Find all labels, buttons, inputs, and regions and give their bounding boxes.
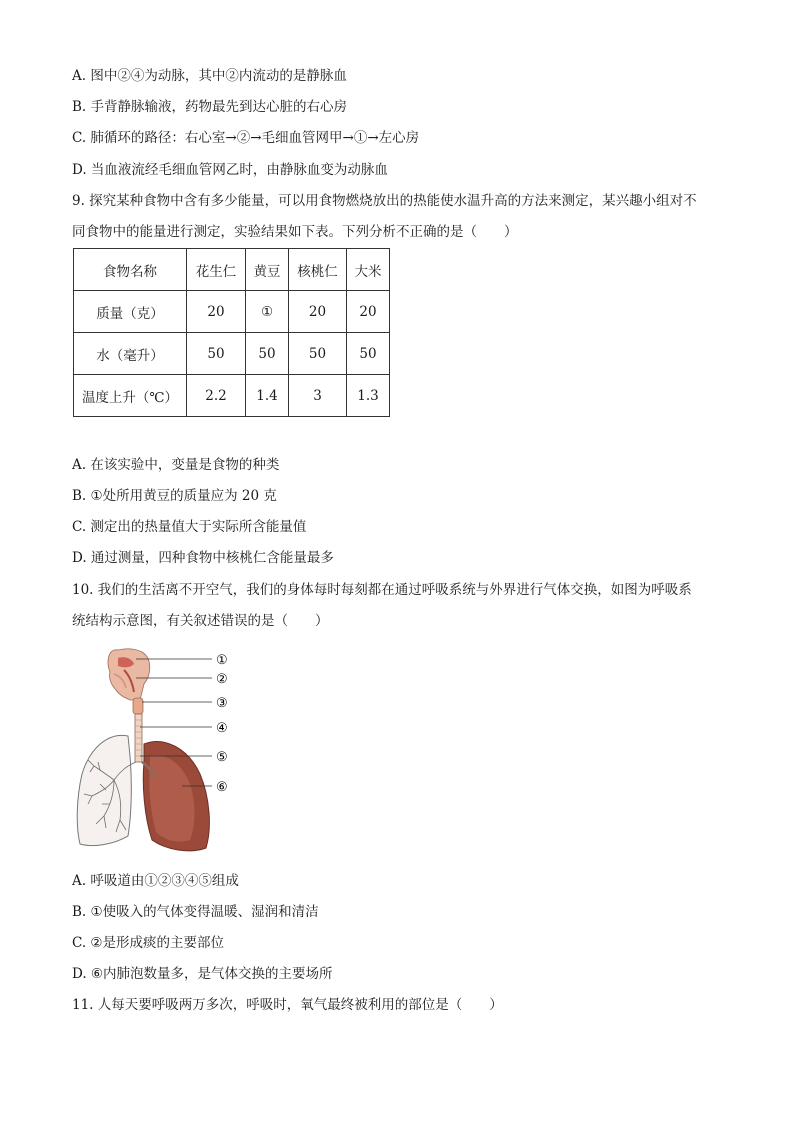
table-cell: 50	[289, 333, 347, 375]
table-row	[74, 375, 390, 417]
figure-label-5: ⑤	[216, 750, 228, 765]
figure-label-1: ①	[216, 653, 228, 668]
table-row	[74, 333, 390, 375]
q9-stem-line2: 同食物中的能量进行测定，实验结果如下表。下列分析不正确的是（ ）	[72, 224, 518, 240]
table-cell: 1.3	[347, 375, 390, 417]
q11-stem: 11. 人每天要呼吸两万多次，呼吸时，氧气最终被利用的部位是（ ）	[72, 997, 503, 1013]
table-cell: 2.2	[187, 375, 246, 417]
table-cell: 3	[289, 375, 347, 417]
q10-option-d: D. ⑥内肺泡数量多，是气体交换的主要场所	[72, 966, 333, 982]
figure-label-4: ④	[216, 721, 228, 736]
table-cell: 质量（克）	[74, 291, 187, 333]
table-cell: 20	[289, 291, 347, 333]
q10-option-b: B. ①使吸入的气体变得温暖、湿润和清洁	[72, 904, 319, 920]
table-cell: 水（毫升）	[74, 333, 187, 375]
q9-option-a: A. 在该实验中，变量是食物的种类	[72, 457, 280, 473]
table-header-cell: 花生仁	[187, 249, 246, 291]
q9-option-d: D. 通过测量，四种食物中核桃仁含能量最多	[72, 550, 334, 566]
table-cell: 50	[187, 333, 246, 375]
q9-stem-line1: 9. 探究某种食物中含有多少能量，可以用食物燃烧放出的热能使水温升高的方法来测定，某兴趣小组对不	[72, 193, 697, 209]
figure-label-6: ⑥	[216, 780, 228, 795]
q8-option-c: C. 肺循环的路径：右心室→②→毛细血管网甲→①→左心房	[72, 130, 420, 146]
table-header-cell: 大米	[347, 249, 390, 291]
table-header-row	[74, 249, 390, 291]
table-cell: 50	[246, 333, 289, 375]
table-header-cell: 核桃仁	[289, 249, 347, 291]
respiratory-system-diagram	[70, 644, 250, 856]
q10-option-a: A. 呼吸道由①②③④⑤组成	[72, 873, 239, 889]
table-header-cell: 食物名称	[74, 249, 187, 291]
q10-stem-line1: 10. 我们的生活离不开空气，我们的身体每时每刻都在通过呼吸系统与外界进行气体交换，如图为呼吸系	[72, 582, 692, 598]
food-energy-table	[73, 248, 390, 417]
table-cell: 20	[187, 291, 246, 333]
table-cell: 1.4	[246, 375, 289, 417]
figure-label-3: ③	[216, 696, 228, 711]
table-row	[74, 291, 390, 333]
q10-stem-line2: 统结构示意图，有关叙述错误的是（ ）	[72, 613, 329, 629]
q8-option-d: D. 当血液流经毛细血管网乙时，由静脉血变为动脉血	[72, 162, 388, 178]
q8-option-b: B. 手背静脉输液，药物最先到达心脏的右心房	[72, 99, 348, 115]
table-cell: 50	[347, 333, 390, 375]
figure-label-2: ②	[216, 672, 228, 687]
table-cell: ①	[246, 291, 289, 333]
q9-option-c: C. 测定出的热量值大于实际所含能量值	[72, 519, 307, 535]
q10-option-c: C. ②是形成痰的主要部位	[72, 935, 225, 951]
table-cell: 20	[347, 291, 390, 333]
q8-option-a: A. 图中②④为动脉，其中②内流动的是静脉血	[72, 68, 347, 84]
table-cell: 温度上升（℃）	[74, 375, 187, 417]
q9-option-b: B. ①处所用黄豆的质量应为 20 克	[72, 488, 277, 504]
table-header-cell: 黄豆	[246, 249, 289, 291]
